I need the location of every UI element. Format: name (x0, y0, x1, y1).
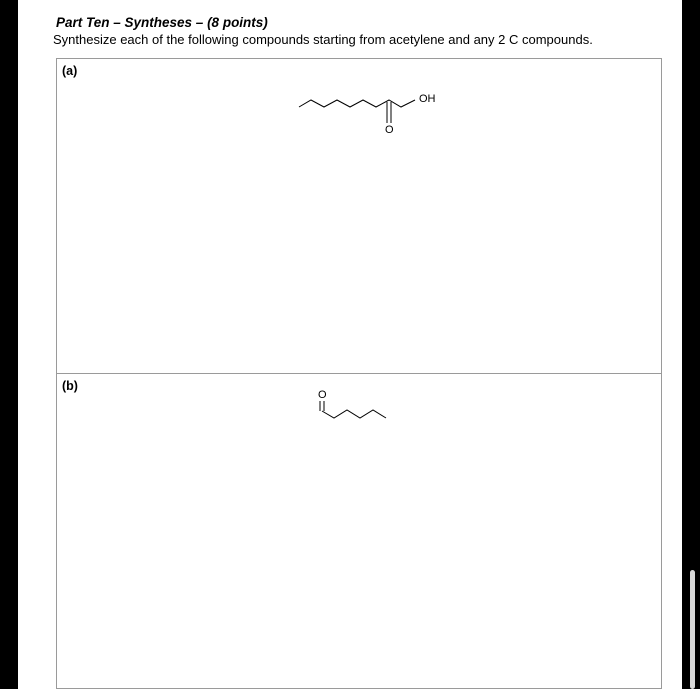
part-label-b: (b) (62, 379, 78, 393)
document-page (18, 0, 682, 689)
carbon-chain-b (322, 410, 386, 418)
answer-box-b[interactable] (56, 373, 662, 689)
structure-a-carboxylic-acid (297, 85, 447, 145)
answer-box-a[interactable] (56, 58, 662, 374)
section-heading: Part Ten – Syntheses – (8 points) (56, 15, 268, 30)
instructions-text: Synthesize each of the following compounds starting from acetylene and any 2 C compounds. (53, 32, 593, 47)
part-label-a: (a) (62, 64, 78, 78)
structure-b-aldehyde (312, 386, 402, 431)
hydroxyl-label: OH (419, 93, 436, 105)
carbonyl-oxygen-label-a: O (385, 124, 394, 136)
scrollbar[interactable] (690, 570, 695, 689)
carbonyl-oxygen-label-b: O (318, 389, 327, 401)
carbon-chain-a (299, 100, 415, 107)
